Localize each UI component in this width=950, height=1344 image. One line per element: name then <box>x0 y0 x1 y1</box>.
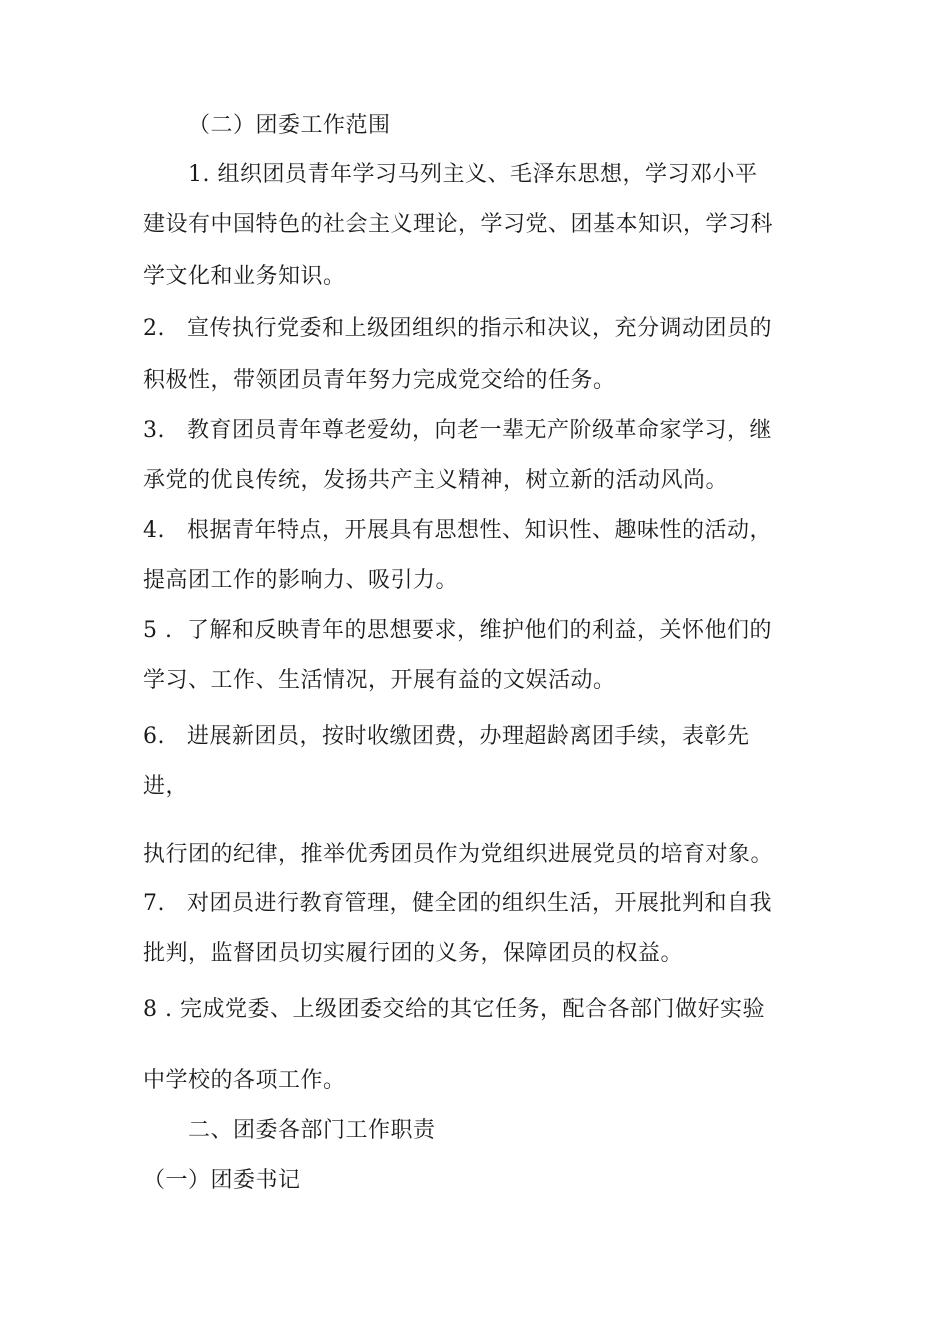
item7-line2: 批判，监督团员切实履行团的义务，保障团员的权益。 <box>143 941 684 966</box>
item5-line1 <box>143 616 772 646</box>
item6-line1 <box>143 722 750 752</box>
section2-heading: 二、团委各部门工作职责 <box>188 1118 436 1143</box>
section-heading-scope: （二）团委工作范围 <box>188 113 391 138</box>
item5-text: 了解和反映青年的思想要求，维护他们的利益，关怀他们的 <box>187 618 773 643</box>
item6-number: 6. <box>143 724 165 749</box>
item2-line2: 积极性，带领团员青年努力完成党交给的任务。 <box>143 368 616 393</box>
item5-line2: 学习、工作、生活情况，开展有益的文娱活动。 <box>143 668 616 693</box>
item4-number: 4. <box>143 518 165 543</box>
item7-text: 对团员进行教育管理，健全团的组织生活，开展批判和自我 <box>187 891 773 916</box>
item4-text: 根据青年特点，开展具有思想性、知识性、趣味性的活动， <box>187 518 773 543</box>
item3-text: 教育团员青年尊老爱幼，向老一辈无产阶级革命家学习，继 <box>187 418 773 443</box>
item1-line2: 建设有中国特色的社会主义理论，学习党、团基本知识，学习科 <box>143 212 774 237</box>
item7-line1 <box>143 889 772 919</box>
item8-line2: 中学校的各项工作。 <box>143 1068 346 1093</box>
item2-number: 2. <box>143 316 165 341</box>
item1-line3: 学文化和业务知识。 <box>143 264 346 289</box>
item1-line1: 1. 组织团员青年学习马列主义、毛泽东思想，学习邓小平 <box>188 162 758 187</box>
item5-number: 5 . <box>143 618 173 643</box>
item2-text: 宣传执行党委和上级团组织的指示和决议，充分调动团员的 <box>187 316 773 341</box>
item3-number: 3. <box>143 418 165 443</box>
item6-line2: 进， <box>143 774 189 799</box>
item6-text: 进展新团员，按时收缴团费，办理超龄离团手续，表彰先 <box>187 724 750 749</box>
item6-line3: 执行团的纪律，推举优秀团员作为党组织进展党员的培育对象。 <box>143 842 774 867</box>
subheading-secretary: （一）团委书记 <box>143 1168 301 1193</box>
item7-number: 7. <box>143 891 165 916</box>
item3-line1 <box>143 416 772 446</box>
item3-line2: 承党的优良传统，发扬共产主义精神，树立新的活动风尚。 <box>143 468 729 493</box>
item2-line1 <box>143 314 772 344</box>
item4-line2: 提高团工作的影响力、吸引力。 <box>143 568 459 593</box>
item4-line1 <box>143 516 772 546</box>
item8-line1: 8 . 完成党委、上级团委交给的其它任务，配合各部门做好实验 <box>143 997 765 1022</box>
